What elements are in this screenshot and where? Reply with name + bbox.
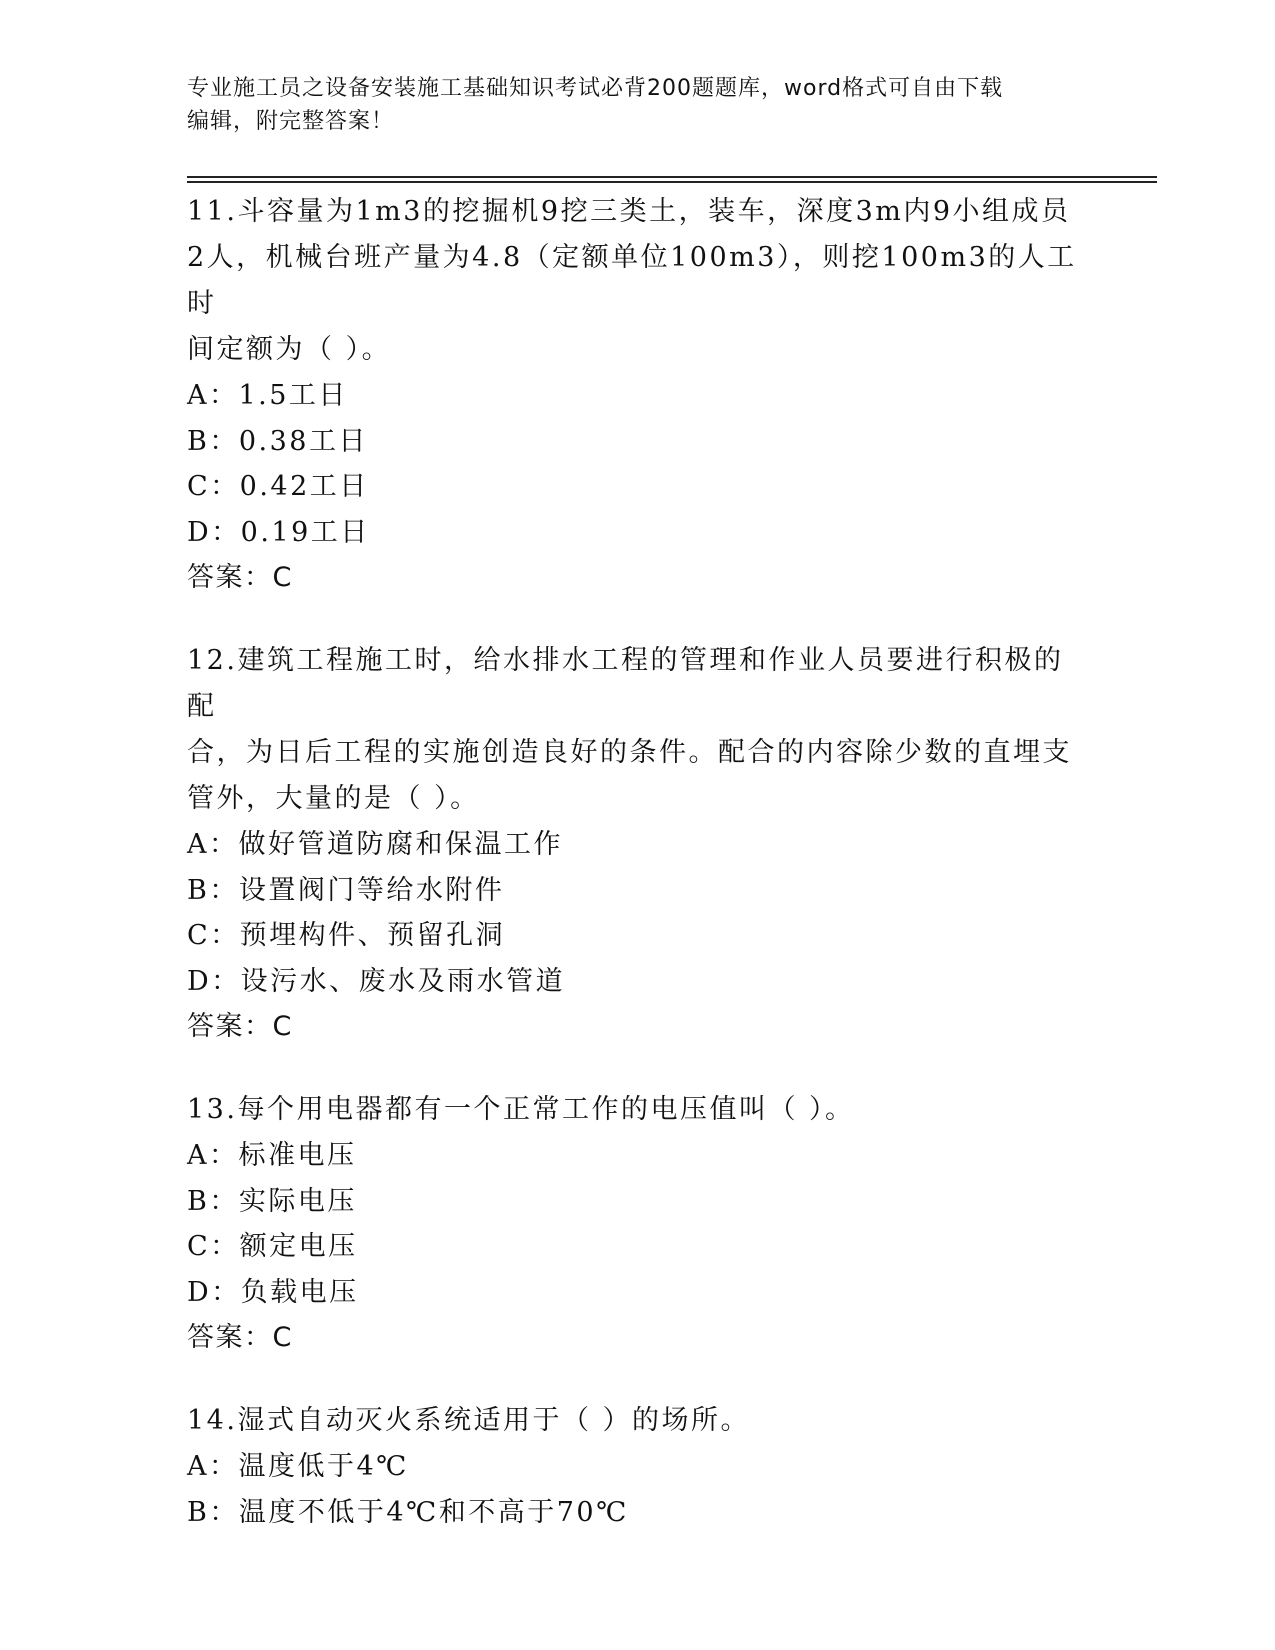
header-divider-top bbox=[187, 176, 1157, 178]
option-a: A：1.5工日 bbox=[187, 380, 348, 411]
answer-line: 答案：C bbox=[187, 1322, 293, 1353]
document-header bbox=[187, 72, 1067, 138]
option-c: C：预埋构件、预留孔洞 bbox=[187, 920, 506, 951]
stem-line: 管外，大量的是（ ）。 bbox=[187, 783, 480, 814]
header-line-1: 专业施工员之设备安装施工基础知识考试必背200题题库，word格式可自由下载 bbox=[187, 76, 1004, 101]
stem-line: 2人，机械台班产量为4.8（定额单位100m3），则挖100m3的人工时 bbox=[187, 242, 1077, 319]
stem-line: 合，为日后工程的实施创造良好的条件。配合的内容除少数的直埋支 bbox=[187, 737, 1072, 768]
answer-line: 答案：C bbox=[187, 562, 293, 593]
stem-line: 13.每个用电器都有一个正常工作的电压值叫（ ）。 bbox=[187, 1094, 855, 1125]
question-12 bbox=[187, 638, 1087, 1050]
question-stem bbox=[187, 1398, 1087, 1444]
stem-line: 间定额为（ ）。 bbox=[187, 334, 392, 365]
option-a: A：标准电压 bbox=[187, 1140, 357, 1171]
option-c: C：0.42工日 bbox=[187, 471, 369, 502]
option-b: B：实际电压 bbox=[187, 1185, 357, 1217]
stem-line: 12.建筑工程施工时，给水排水工程的管理和作业人员要进行积极的配 bbox=[187, 645, 1064, 722]
question-stem bbox=[187, 189, 1087, 373]
question-13 bbox=[187, 1087, 1087, 1361]
stem-line: 11.斗容量为1m3的挖掘机9挖三类土，装车，深度3m内9小组成员 bbox=[187, 196, 1071, 227]
option-a: A：做好管道防腐和保温工作 bbox=[187, 829, 563, 860]
option-b: B：0.38工日 bbox=[187, 425, 368, 457]
option-d: D：0.19工日 bbox=[187, 516, 370, 548]
option-a: A：温度低于4℃ bbox=[187, 1451, 409, 1482]
question-14 bbox=[187, 1398, 1087, 1535]
option-b: B：温度不低于4℃和不高于70℃ bbox=[187, 1496, 629, 1528]
option-c: C：额定电压 bbox=[187, 1231, 358, 1262]
header-divider-bottom bbox=[187, 181, 1157, 183]
question-11 bbox=[187, 189, 1087, 601]
question-stem bbox=[187, 1087, 1087, 1133]
option-d: D：设污水、废水及雨水管道 bbox=[187, 965, 566, 997]
option-d: D：负载电压 bbox=[187, 1276, 359, 1308]
option-b: B：设置阀门等给水附件 bbox=[187, 874, 505, 906]
header-line-2: 编辑，附完整答案！ bbox=[187, 109, 395, 134]
answer-line: 答案：C bbox=[187, 1011, 293, 1042]
question-list bbox=[187, 189, 1087, 1572]
stem-line: 14.湿式自动灭火系统适用于（ ）的场所。 bbox=[187, 1405, 751, 1436]
question-stem bbox=[187, 638, 1087, 822]
